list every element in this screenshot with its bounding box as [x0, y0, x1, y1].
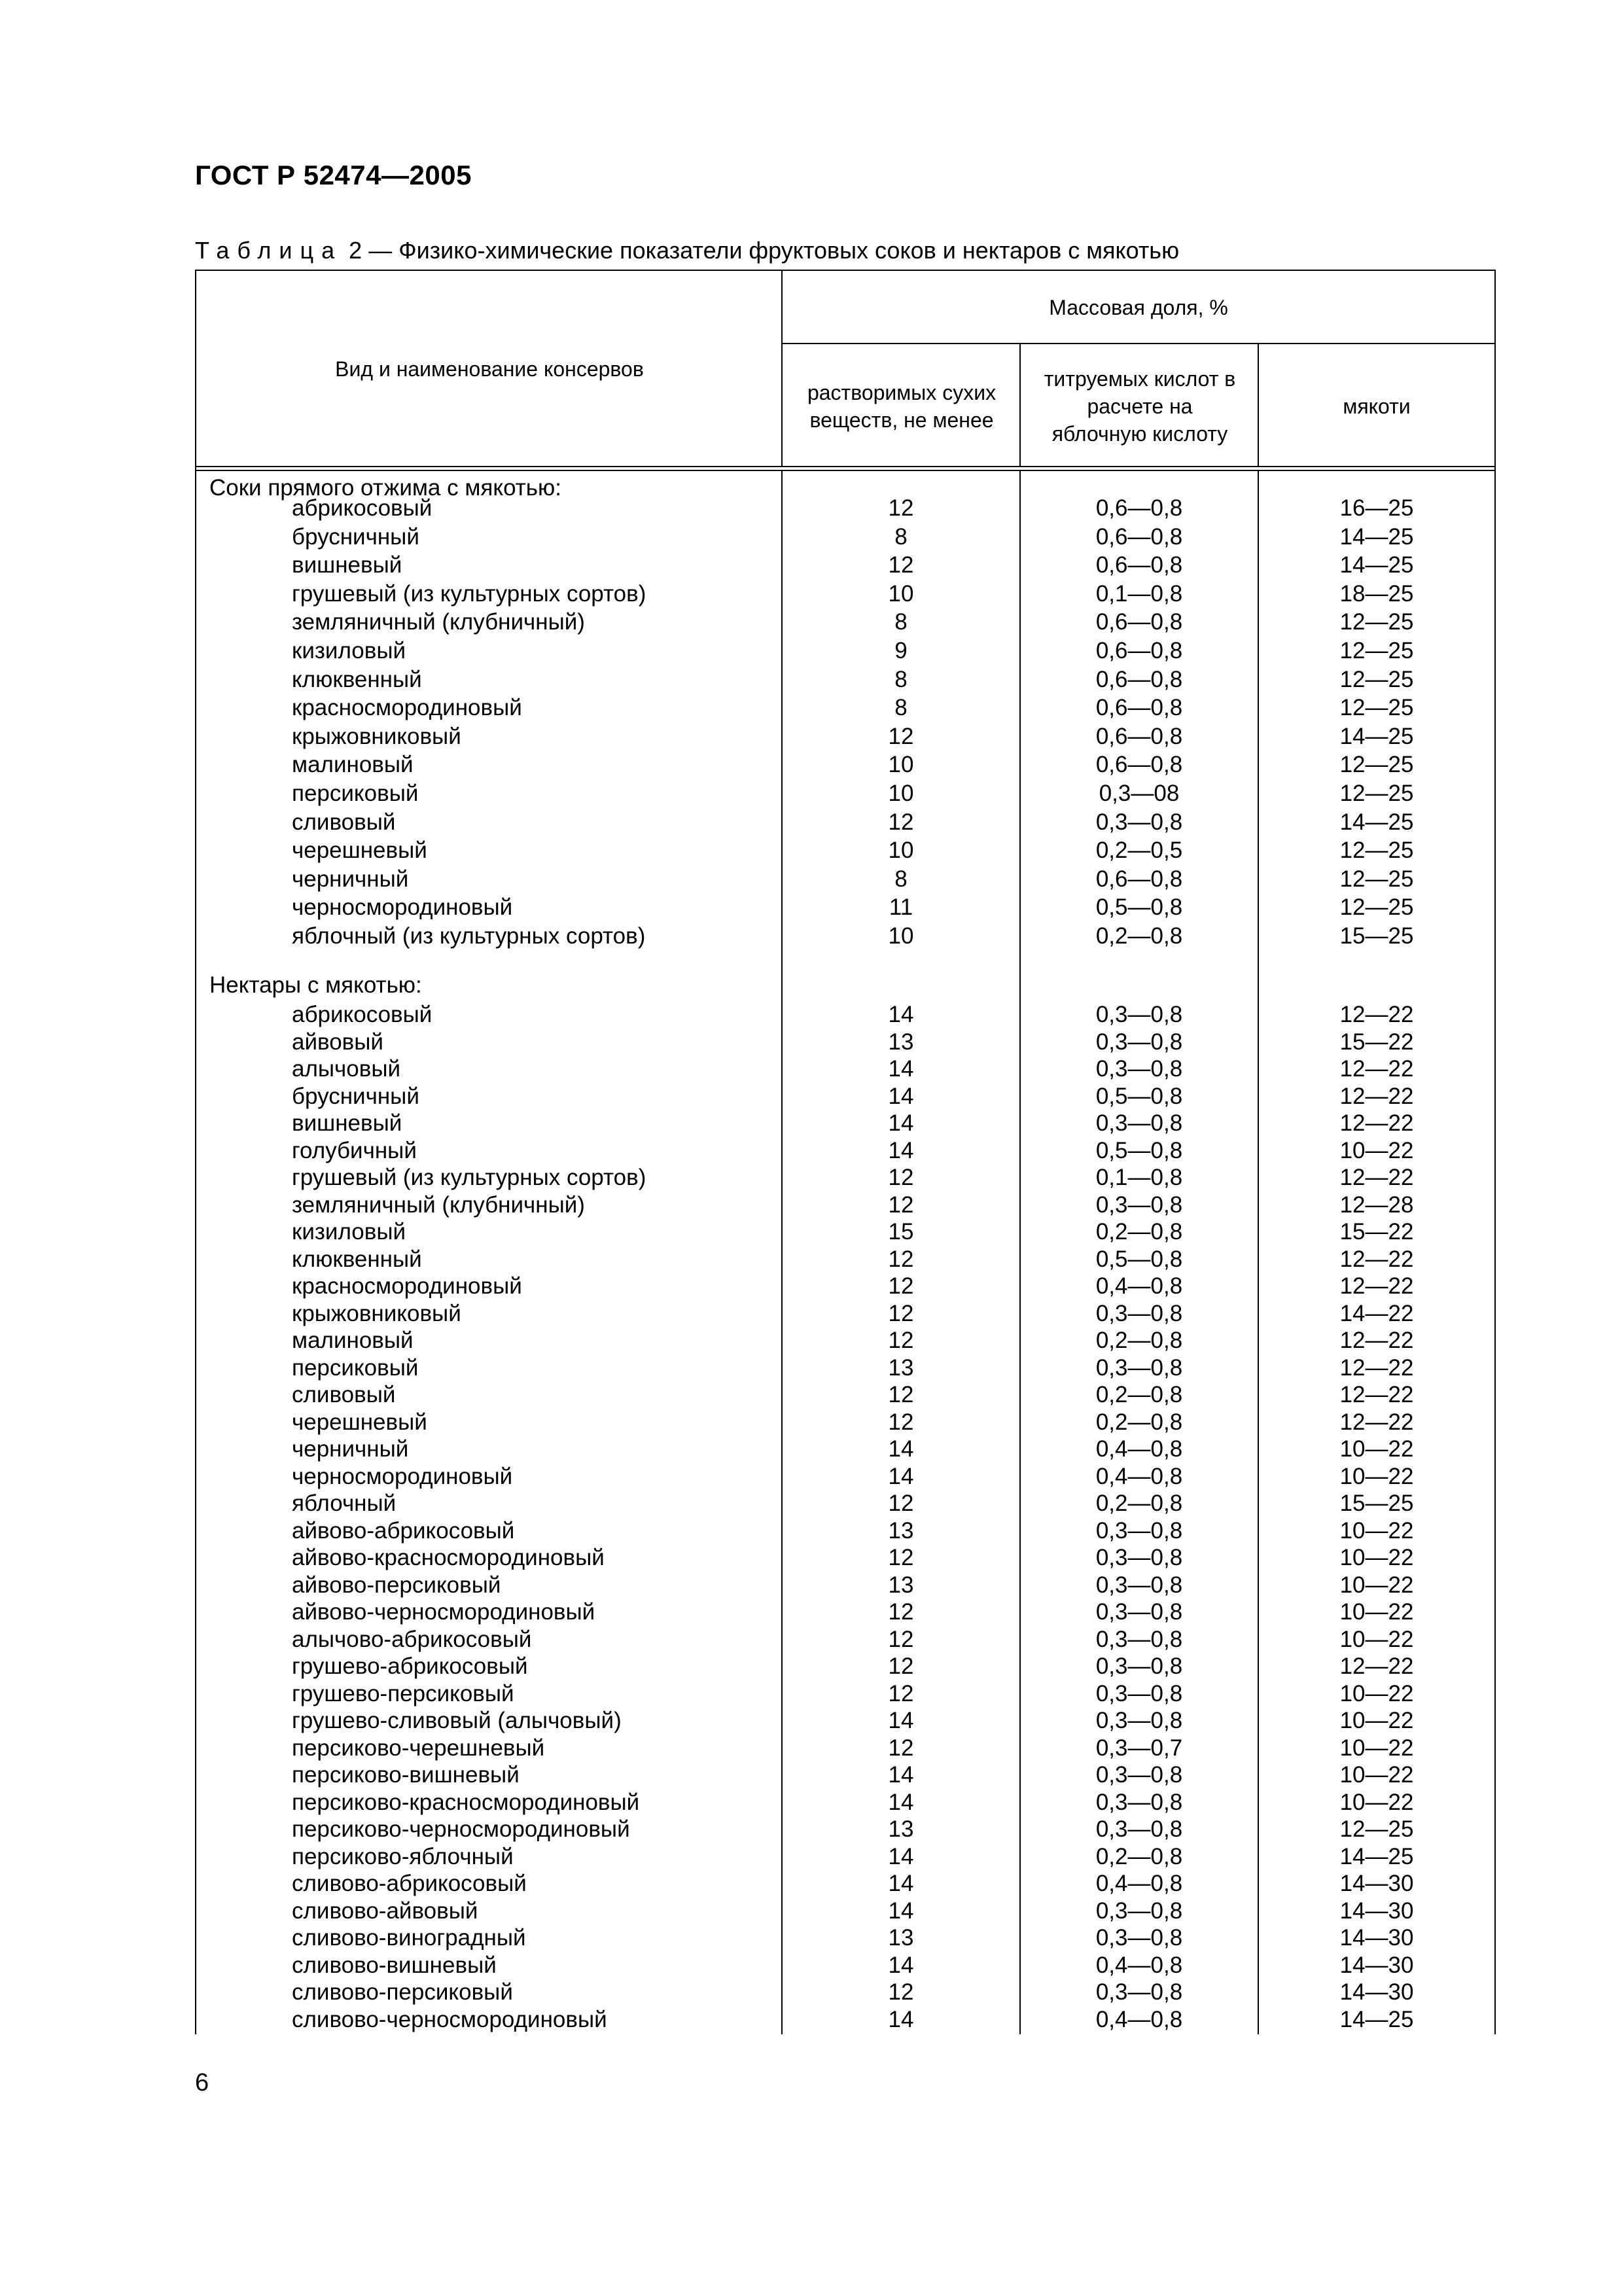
product-name: брусничный	[292, 523, 419, 550]
product-name: кизиловый	[292, 638, 406, 663]
pulp-value: 12—25	[1339, 1816, 1414, 1842]
product-name: персиковый	[292, 781, 419, 806]
group-title: Нектары с мякотью:	[209, 972, 422, 998]
table-row	[196, 1843, 1494, 1871]
table-row	[196, 1218, 1494, 1246]
header-divider	[783, 343, 1494, 344]
table-row	[196, 1653, 1494, 1680]
table-row	[196, 552, 1494, 579]
soluble-solids-value: 9	[894, 638, 908, 663]
pulp-value: 14—25	[1339, 552, 1414, 578]
product-name: персиково-черносмородиновый	[292, 1816, 630, 1842]
product-name: грушевый (из культурных сортов)	[292, 580, 646, 607]
pulp-value: 15—25	[1339, 923, 1414, 949]
titratable-acids-value: 0,3—0,7	[1095, 1735, 1183, 1761]
pulp-value: 12—25	[1339, 695, 1414, 721]
pulp-value: 15—22	[1339, 1029, 1414, 1055]
soluble-solids-value: 12	[888, 552, 914, 578]
soluble-solids-value: 12	[888, 1409, 914, 1435]
pulp-value: 10—22	[1339, 1572, 1414, 1598]
table-row	[196, 1246, 1494, 1273]
titratable-acids-value: 0,2—0,8	[1095, 1409, 1183, 1435]
product-name: персиково-черешневый	[292, 1735, 545, 1761]
titratable-acids-value: 0,4—0,8	[1095, 1952, 1183, 1978]
pulp-value: 12—25	[1339, 666, 1414, 692]
titratable-acids-value: 0,2—0,8	[1095, 1491, 1183, 1516]
titratable-acids-value: 0,4—0,8	[1095, 2006, 1183, 2032]
product-name: черешневый	[292, 838, 427, 864]
table-row	[196, 1381, 1494, 1409]
titratable-acids-value: 0,3—0,8	[1095, 1002, 1183, 1027]
pulp-value: 14—25	[1339, 809, 1414, 835]
soluble-solids-value: 14	[888, 1002, 914, 1027]
soluble-solids-value: 12	[888, 1300, 914, 1326]
product-name: персиково-вишневый	[292, 1762, 520, 1788]
product-name: айвово-черносмородиновый	[292, 1599, 595, 1625]
table-row	[196, 1083, 1494, 1110]
header-soluble-solids: растворимых сухих веществ, не менее	[807, 381, 997, 432]
pulp-value: 12—22	[1339, 1354, 1414, 1381]
table-row	[196, 1680, 1494, 1708]
table-row	[196, 1924, 1494, 1952]
product-name: красносмородиновый	[292, 1273, 522, 1299]
soluble-solids-value: 11	[889, 894, 913, 921]
soluble-solids-value: 12	[888, 1491, 914, 1516]
product-name: черешневый	[292, 1409, 427, 1435]
titratable-acids-value: 0,3—0,8	[1095, 1626, 1183, 1652]
titratable-acids-value: 0,2—0,5	[1095, 838, 1183, 864]
titratable-acids-value: 0,6—0,8	[1095, 552, 1183, 578]
titratable-acids-value: 0,6—0,8	[1095, 723, 1183, 749]
pulp-value: 15—25	[1339, 1491, 1414, 1516]
pulp-value: 10—22	[1339, 1789, 1414, 1815]
titratable-acids-value: 0,6—0,8	[1095, 609, 1183, 635]
table-row	[196, 694, 1494, 722]
product-name: грушево-абрикосовый	[292, 1653, 528, 1679]
soluble-solids-value: 13	[888, 1029, 914, 1055]
soluble-solids-value: 14	[888, 1871, 914, 1896]
table-row	[196, 1544, 1494, 1572]
pulp-value: 14—30	[1339, 1979, 1414, 2005]
soluble-solids-value: 12	[888, 1328, 914, 1353]
product-name: яблочный	[292, 1491, 397, 1516]
pulp-value: 10—22	[1339, 1762, 1414, 1788]
product-name: алычово-абрикосовый	[292, 1626, 532, 1652]
titratable-acids-value: 0,5—0,8	[1095, 894, 1183, 921]
pulp-value: 10—22	[1339, 1517, 1414, 1544]
soluble-solids-value: 12	[888, 1626, 914, 1652]
soluble-solids-value: 14	[888, 1789, 914, 1815]
soluble-solids-value: 8	[894, 609, 908, 635]
table-row	[196, 1816, 1494, 1843]
soluble-solids-value: 12	[888, 1680, 914, 1706]
titratable-acids-value: 0,3—0,8	[1095, 1545, 1183, 1570]
titratable-acids-value: 0,3—0,8	[1095, 1599, 1183, 1625]
soluble-solids-value: 10	[888, 781, 914, 806]
soluble-solids-value: 12	[888, 1545, 914, 1570]
table-row	[196, 1110, 1494, 1137]
product-name: красносмородиновый	[292, 695, 522, 721]
titratable-acids-value: 0,6—0,8	[1095, 638, 1183, 663]
table-row	[196, 1789, 1494, 1816]
titratable-acids-value: 0,3—0,8	[1095, 1789, 1183, 1815]
soluble-solids-value: 10	[888, 923, 914, 949]
product-name: сливово-абрикосовый	[292, 1871, 527, 1896]
soluble-solids-value: 14	[888, 1056, 914, 1082]
titratable-acids-value: 0,3—0,8	[1095, 1898, 1183, 1924]
soluble-solids-value: 14	[888, 1463, 914, 1489]
table-row	[196, 1598, 1494, 1626]
table-row	[196, 1192, 1494, 1219]
header-divider	[1019, 344, 1021, 467]
table-row	[196, 666, 1494, 694]
soluble-solids-value: 10	[888, 580, 914, 607]
table-caption-label: Таблица	[195, 237, 343, 264]
titratable-acids-value: 0,3—0,8	[1095, 1925, 1183, 1951]
pulp-value: 12—22	[1339, 1653, 1414, 1679]
soluble-solids-value: 12	[888, 1599, 914, 1625]
titratable-acids-value: 0,5—0,8	[1095, 1246, 1183, 1272]
pulp-value: 12—22	[1339, 1083, 1414, 1109]
product-name: черносмородиновый	[292, 1463, 513, 1489]
soluble-solids-value: 12	[888, 495, 914, 521]
product-name: алычовый	[292, 1056, 401, 1082]
soluble-solids-value: 14	[888, 1843, 914, 1869]
product-name: сливово-виноградный	[292, 1925, 526, 1951]
table-row	[196, 1626, 1494, 1653]
soluble-solids-value: 12	[888, 1273, 914, 1299]
pulp-value: 12—25	[1339, 752, 1414, 778]
product-name: абрикосовый	[292, 495, 432, 521]
pulp-value: 14—25	[1339, 723, 1414, 749]
pulp-value: 12—28	[1339, 1192, 1414, 1218]
product-name: сливовый	[292, 1382, 396, 1407]
product-name: клюквенный	[292, 666, 422, 692]
soluble-solids-value: 14	[888, 2006, 914, 2032]
pulp-value: 14—30	[1339, 1925, 1414, 1951]
product-name: крыжовниковый	[292, 1300, 461, 1326]
titratable-acids-value: 0,4—0,8	[1095, 1463, 1183, 1489]
product-name: сливово-персиковый	[292, 1979, 513, 2005]
product-name: айвово-красносмородиновый	[292, 1545, 605, 1570]
pulp-value: 12—25	[1339, 781, 1414, 806]
soluble-solids-value: 14	[888, 1952, 914, 1978]
titratable-acids-value: 0,5—0,8	[1095, 1083, 1183, 1109]
titratable-acids-value: 0,3—0,8	[1095, 1110, 1183, 1136]
pulp-value: 14—30	[1339, 1871, 1414, 1896]
product-name: айвово-абрикосовый	[292, 1517, 515, 1544]
titratable-acids-value: 0,4—0,8	[1095, 1871, 1183, 1896]
table-row	[196, 1055, 1494, 1083]
pulp-value: 12—22	[1339, 1056, 1414, 1082]
table-row	[196, 1354, 1494, 1382]
titratable-acids-value: 0,6—0,8	[1095, 695, 1183, 721]
table-row	[196, 780, 1494, 807]
table-row	[196, 1029, 1494, 1056]
product-name: айвово-персиковый	[292, 1572, 501, 1598]
table-row	[196, 609, 1494, 636]
pulp-value: 12—25	[1339, 609, 1414, 635]
soluble-solids-value: 14	[888, 1137, 914, 1163]
pulp-value: 12—22	[1339, 1246, 1414, 1272]
pulp-value: 12—22	[1339, 1110, 1414, 1136]
product-name: сливовый	[292, 809, 396, 835]
titratable-acids-value: 0,6—0,8	[1095, 752, 1183, 778]
titratable-acids-value: 0,1—0,8	[1095, 580, 1183, 607]
soluble-solids-value: 8	[894, 695, 908, 721]
titratable-acids-value: 0,6—0,8	[1095, 666, 1183, 692]
soluble-solids-value: 12	[888, 809, 914, 835]
table-row	[196, 894, 1494, 921]
group-title: Соки прямого отжима с мякотью:	[209, 475, 562, 501]
soluble-solids-value: 15	[888, 1219, 914, 1245]
table-row	[196, 1409, 1494, 1436]
table-row	[196, 809, 1494, 836]
table-row	[196, 1463, 1494, 1491]
pulp-value: 14—25	[1339, 1843, 1414, 1869]
titratable-acids-value: 0,3—0,8	[1095, 1300, 1183, 1326]
soluble-solids-value: 13	[888, 1816, 914, 1842]
soluble-solids-value: 13	[888, 1572, 914, 1598]
soluble-solids-value: 12	[888, 1165, 914, 1190]
titratable-acids-value: 0,3—0,8	[1095, 1816, 1183, 1842]
header-pulp: мякоти	[1343, 395, 1411, 418]
product-name: сливово-айвовый	[292, 1898, 478, 1924]
product-name: малиновый	[292, 752, 414, 778]
titratable-acids-value: 0,3—0,8	[1095, 1517, 1183, 1544]
titratable-acids-value: 0,3—08	[1099, 781, 1180, 806]
soluble-solids-value: 12	[888, 1735, 914, 1761]
table-row	[196, 837, 1494, 864]
pulp-value: 10—22	[1339, 1436, 1414, 1462]
titratable-acids-value: 0,3—0,8	[1095, 1029, 1183, 1055]
table-row	[196, 1273, 1494, 1300]
soluble-solids-value: 13	[888, 1517, 914, 1544]
pulp-value: 10—22	[1339, 1735, 1414, 1761]
pulp-value: 10—22	[1339, 1680, 1414, 1706]
titratable-acids-value: 0,2—0,8	[1095, 1219, 1183, 1245]
product-name: персиково-красносмородиновый	[292, 1789, 640, 1815]
product-name: черносмородиновый	[292, 894, 513, 921]
product-name: яблочный (из культурных сортов)	[292, 923, 646, 949]
titratable-acids-value: 0,3—0,8	[1095, 1762, 1183, 1788]
table-row	[196, 1327, 1494, 1354]
pulp-value: 10—22	[1339, 1708, 1414, 1733]
titratable-acids-value: 0,6—0,8	[1095, 866, 1183, 892]
product-name: клюквенный	[292, 1246, 422, 1272]
table-row	[196, 1735, 1494, 1762]
titratable-acids-value: 0,3—0,8	[1095, 1708, 1183, 1733]
table-row	[196, 495, 1494, 522]
titratable-acids-value: 0,1—0,8	[1095, 1165, 1183, 1190]
table-header	[196, 270, 1494, 470]
product-name: малиновый	[292, 1328, 414, 1353]
titratable-acids-value: 0,4—0,8	[1095, 1273, 1183, 1299]
table-row	[196, 1164, 1494, 1192]
pulp-value: 10—22	[1339, 1626, 1414, 1652]
table-row	[196, 1300, 1494, 1328]
pulp-value: 12—22	[1339, 1002, 1414, 1027]
table-row	[196, 1436, 1494, 1463]
header-mass-fraction: Массовая доля, %	[1049, 296, 1228, 319]
soluble-solids-value: 8	[894, 866, 908, 892]
soluble-solids-value: 12	[888, 1382, 914, 1407]
pulp-value: 14—25	[1339, 2006, 1414, 2032]
titratable-acids-value: 0,2—0,8	[1095, 1328, 1183, 1353]
table-caption-text: 2 — Физико-химические показатели фруктовых соков и нектаров с мякотью	[349, 237, 1180, 264]
product-name: голубичный	[292, 1137, 417, 1163]
titratable-acids-value: 0,3—0,8	[1095, 1653, 1183, 1679]
product-name: сливово-вишневый	[292, 1952, 497, 1978]
pulp-value: 10—22	[1339, 1463, 1414, 1489]
titratable-acids-value: 0,3—0,8	[1095, 1056, 1183, 1082]
table-row	[196, 1137, 1494, 1165]
soluble-solids-value: 8	[894, 523, 908, 550]
pulp-value: 14—25	[1339, 523, 1414, 550]
data-table	[195, 270, 1496, 2034]
soluble-solids-value: 12	[888, 1653, 914, 1679]
soluble-solids-value: 10	[888, 752, 914, 778]
product-name: черничный	[292, 1436, 409, 1462]
titratable-acids-value: 0,3—0,8	[1095, 1979, 1183, 2005]
pulp-value: 10—22	[1339, 1545, 1414, 1570]
soluble-solids-value: 14	[888, 1110, 914, 1136]
product-name: земляничный (клубничный)	[292, 1192, 585, 1218]
titratable-acids-value: 0,2—0,8	[1095, 1843, 1183, 1869]
pulp-value: 12—25	[1339, 638, 1414, 663]
soluble-solids-value: 12	[888, 1246, 914, 1272]
titratable-acids-value: 0,3—0,8	[1095, 1680, 1183, 1706]
product-name: брусничный	[292, 1083, 419, 1109]
soluble-solids-value: 14	[888, 1762, 914, 1788]
product-name: айвовый	[292, 1029, 383, 1055]
table-row	[196, 723, 1494, 751]
table-row	[196, 1898, 1494, 1925]
titratable-acids-value: 0,6—0,8	[1095, 523, 1183, 550]
header-name-column: Вид и наименование консервов	[335, 357, 644, 381]
product-name: абрикосовый	[292, 1002, 432, 1027]
table-row	[196, 580, 1494, 608]
titratable-acids-value: 0,3—0,8	[1095, 1354, 1183, 1381]
document-title: ГОСТ Р 52474—2005	[195, 160, 472, 190]
pulp-value: 12—25	[1339, 866, 1414, 892]
table-row	[196, 923, 1494, 950]
product-name: грушево-сливовый (алычовый)	[292, 1708, 622, 1733]
soluble-solids-value: 10	[888, 838, 914, 864]
pulp-value: 16—25	[1339, 495, 1414, 521]
product-name: персиковый	[292, 1354, 419, 1381]
table-row	[196, 1707, 1494, 1735]
table-row	[196, 1001, 1494, 1029]
pulp-value: 10—22	[1339, 1137, 1414, 1163]
product-name: кизиловый	[292, 1219, 406, 1245]
product-name: земляничный (клубничный)	[292, 609, 585, 635]
page-number: 6	[195, 2069, 209, 2096]
header-divider	[1258, 344, 1259, 467]
product-name: грушевый (из культурных сортов)	[292, 1165, 646, 1190]
titratable-acids-value: 0,2—0,8	[1095, 1382, 1183, 1407]
table-row	[196, 1490, 1494, 1517]
pulp-value: 12—22	[1339, 1409, 1414, 1435]
product-name: сливово-черносмородиновый	[292, 2006, 607, 2032]
pulp-value: 15—22	[1339, 1219, 1414, 1245]
table-row	[196, 523, 1494, 551]
titratable-acids-value: 0,3—0,8	[1095, 1192, 1183, 1218]
soluble-solids-value: 13	[888, 1354, 914, 1381]
soluble-solids-value: 12	[888, 1192, 914, 1218]
product-name: вишневый	[292, 1110, 402, 1136]
table-caption	[195, 237, 1179, 264]
product-name: крыжовниковый	[292, 723, 461, 749]
table-row	[196, 1952, 1494, 1979]
titratable-acids-value: 0,5—0,8	[1095, 1137, 1183, 1163]
table-row	[196, 866, 1494, 893]
pulp-value: 12—25	[1339, 894, 1414, 921]
pulp-value: 12—22	[1339, 1165, 1414, 1190]
pulp-value: 14—30	[1339, 1952, 1414, 1978]
pulp-value: 12—25	[1339, 838, 1414, 864]
soluble-solids-value: 12	[888, 1979, 914, 2005]
soluble-solids-value: 12	[888, 723, 914, 749]
table-row	[196, 1761, 1494, 1789]
table-row	[196, 1517, 1494, 1545]
header-double-rule	[196, 466, 1494, 471]
soluble-solids-value: 14	[888, 1898, 914, 1924]
titratable-acids-value: 0,3—0,8	[1095, 1572, 1183, 1598]
product-name: грушево-персиковый	[292, 1680, 514, 1706]
soluble-solids-value: 13	[888, 1925, 914, 1951]
product-name: персиково-яблочный	[292, 1843, 514, 1869]
header-titratable-acids: титруемых кислот в расчете на яблочную кислоту	[1044, 367, 1236, 446]
soluble-solids-value: 14	[888, 1708, 914, 1733]
titratable-acids-value: 0,2—0,8	[1095, 923, 1183, 949]
titratable-acids-value: 0,3—0,8	[1095, 809, 1183, 835]
product-name: вишневый	[292, 552, 402, 578]
table-row	[196, 1979, 1494, 2006]
table-row	[196, 2006, 1494, 2034]
pulp-value: 18—25	[1339, 580, 1414, 607]
header-divider	[781, 271, 783, 467]
product-name: черничный	[292, 866, 409, 892]
pulp-value: 12—22	[1339, 1382, 1414, 1407]
table-row	[196, 637, 1494, 665]
soluble-solids-value: 14	[888, 1436, 914, 1462]
table-row	[196, 751, 1494, 779]
pulp-value: 14—30	[1339, 1898, 1414, 1924]
titratable-acids-value: 0,4—0,8	[1095, 1436, 1183, 1462]
soluble-solids-value: 14	[888, 1083, 914, 1109]
table-row	[196, 1572, 1494, 1599]
soluble-solids-value: 8	[894, 666, 908, 692]
pulp-value: 10—22	[1339, 1599, 1414, 1625]
pulp-value: 12—22	[1339, 1273, 1414, 1299]
table-row	[196, 1870, 1494, 1898]
titratable-acids-value: 0,6—0,8	[1095, 495, 1183, 521]
pulp-value: 12—22	[1339, 1328, 1414, 1353]
pulp-value: 14—22	[1339, 1300, 1414, 1326]
